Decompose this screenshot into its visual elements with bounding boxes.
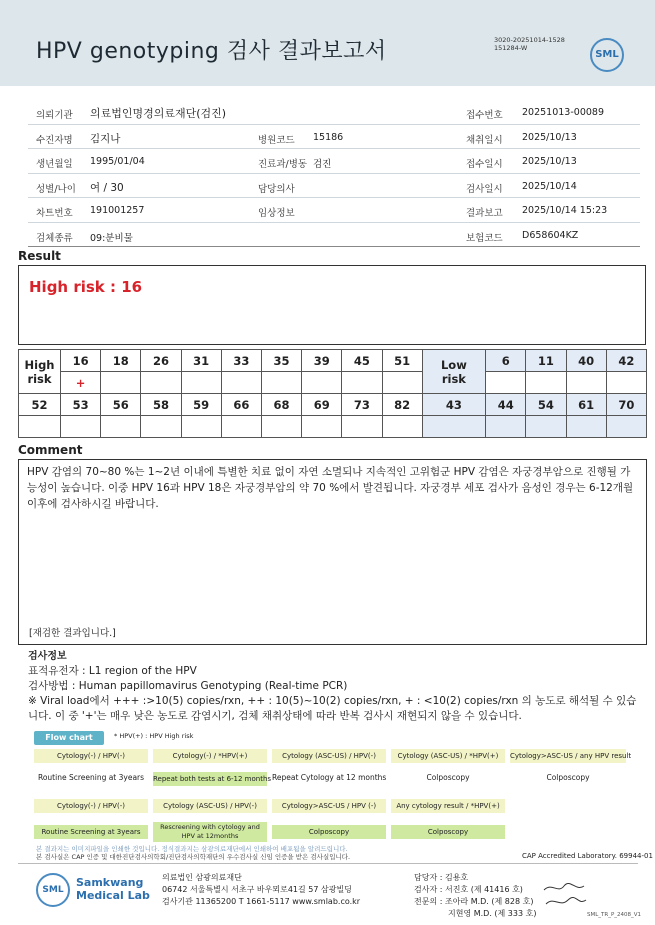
- result-cell: [221, 372, 261, 394]
- genotype-cell: 26: [141, 350, 181, 372]
- test-date: 2025/10/14: [522, 180, 577, 192]
- cap-accreditation: CAP Accredited Laboratory. 69944-01: [522, 852, 653, 860]
- genotype-cell: 43: [422, 394, 485, 416]
- flow-outcome: Rescreening with cytology and HPV at 12months: [153, 822, 267, 842]
- test-method: 검사방법 : Human papillomavirus Genotyping (Real-time PCR): [28, 680, 348, 692]
- genotype-cell: 35: [261, 350, 301, 372]
- flow-box: Cytology(-) / HPV(-): [34, 749, 148, 763]
- collection-date: 2025/10/13: [522, 131, 577, 143]
- flow-box: Any cytology result / *HPV(+): [391, 799, 505, 813]
- chart-number: 191001257: [90, 205, 145, 216]
- genotype-cell: 40: [566, 350, 606, 372]
- genotype-cell: 59: [181, 394, 221, 416]
- institution: 의료법인명경의료재단(검진): [90, 107, 227, 120]
- genotype-cell: 52: [19, 394, 61, 416]
- result-cell: [566, 416, 606, 438]
- result-cell: [382, 416, 422, 438]
- result-cell: [261, 372, 301, 394]
- test-info-title: 검사정보: [28, 651, 67, 662]
- info-row: 생년월일 1995/01/04 진료과/병동 검진 접수일시 2025/10/13: [28, 149, 640, 174]
- genotype-cell: 66: [221, 394, 261, 416]
- hospital-code: 15186: [313, 131, 344, 143]
- info-row: 검체종류 09:분비물 보험코드 D658604KZ: [28, 223, 640, 248]
- brand-name: Samkwang Medical Lab: [76, 876, 150, 902]
- flow-outcome: Repeat Cytology at 12 months: [272, 773, 387, 782]
- result-cell: [422, 416, 485, 438]
- flow-box: Cytology>ASC-US / any HPV result: [510, 749, 626, 763]
- flow-box: Cytology(-) / HPV(-): [34, 799, 148, 813]
- sml-footer-logo: SML: [36, 873, 70, 907]
- receipt-number: 20251013-00089: [522, 107, 605, 118]
- result-cell: [19, 416, 61, 438]
- footer-divider: [18, 863, 638, 864]
- receipt-date: 2025/10/13: [522, 156, 577, 167]
- genotype-cell: 11: [526, 350, 566, 372]
- result-heading: Result: [18, 249, 61, 263]
- result-cell: [101, 416, 141, 438]
- sex-age: 여 / 30: [90, 181, 124, 194]
- department: 검진: [313, 159, 332, 170]
- comment-heading: Comment: [18, 443, 83, 457]
- document-number: 3020-20251014-1528 151284-W: [494, 36, 565, 52]
- result-cell: [566, 372, 606, 394]
- flow-legend: * HPV(+) : HPV High risk: [114, 732, 194, 740]
- result-cell: [141, 416, 181, 438]
- info-row: 의뢰기관 의료법인명경의료재단(검진) 접수번호 20251013-00089: [28, 100, 640, 125]
- genotype-cell: 58: [141, 394, 181, 416]
- result-cell: [261, 416, 301, 438]
- result-cell: [61, 416, 101, 438]
- patient-info: [28, 100, 640, 247]
- flow-box: Cytology>ASC-US / HPV (-): [272, 799, 386, 813]
- flow-outcome: Repeat both tests at 6-12 months: [153, 772, 267, 786]
- flow-outcome: Routine Screening at 3years: [34, 825, 148, 839]
- genotype-cell: 53: [61, 394, 101, 416]
- comment-text: HPV 감염의 70~80 %는 1~2년 이내에 특별한 치료 없이 자연 소멸되나 지속적인 고위험군 HPV 감염은 자궁경부암으로 진행될 가능성이 높습니다. 이중 HPV 16과 HPV 18은 자궁경부암의 약 70 %에서 발견됩니다. 자궁경부 세포 검사가 음성인 경우는 6-12개월 이후에 검사하시길 바랍니다.: [27, 466, 634, 510]
- result-cell: [302, 416, 342, 438]
- genotype-cell: 54: [526, 394, 566, 416]
- info-row: 차트번호 191001257 임상정보 결과보고 2025/10/14 15:23: [28, 198, 640, 223]
- birth-date: 1995/01/04: [90, 156, 145, 167]
- high-risk-label: High risk: [19, 350, 61, 394]
- signatories: 담당자 : 김용호 검사자 : 서진호 (제 41416 호) 전문의 : 조아라 M.D. (제 828 호) 지현영 M.D. (제 333 호): [414, 873, 537, 918]
- flow-box: Cytology (ASC-US) / HPV(-): [272, 749, 386, 763]
- low-risk-label: Low risk: [422, 350, 485, 394]
- result-cell: [221, 416, 261, 438]
- result-cell: [606, 416, 646, 438]
- risk-result: High risk : 16: [29, 278, 143, 296]
- patient-name: 김지나: [90, 132, 121, 145]
- result-cell: [382, 372, 422, 394]
- result-cell: [526, 416, 566, 438]
- genotype-cell: 51: [382, 350, 422, 372]
- footnote: 본 결과지는 이미지파일을 인쇄한 것입니다. 정식결과지는 삼광의료재단에서 인쇄하여 배포됨을 알려드립니다. 본 검사실은 CAP 인증 및 대한진단검사의학회/진단검사의학재단의 우수검사실 신임 인증을 받은 검사실입니다.: [36, 845, 351, 861]
- genotype-cell: 6: [486, 350, 526, 372]
- flow-chart-tag: Flow chart: [34, 731, 104, 745]
- flow-chart: [28, 728, 640, 846]
- flow-box: Cytology(-) / *HPV(+): [153, 749, 267, 763]
- report-date: 2025/10/14 15:23: [522, 205, 608, 216]
- result-cell: [302, 372, 342, 394]
- recheck-note: [재검한 결과입니다.]: [29, 628, 116, 639]
- result-cell: [101, 372, 141, 394]
- genotype-cell: 18: [101, 350, 141, 372]
- flow-box: Cytology (ASC-US) / HPV(-): [153, 799, 267, 813]
- page-title: HPV genotyping 검사 결과보고서: [36, 39, 387, 64]
- flow-outcome: Colposcopy: [426, 773, 470, 782]
- result-cell: [342, 416, 382, 438]
- info-row: 성별/나이 여 / 30 담당의사 검사일시 2025/10/14: [28, 174, 640, 199]
- result-cell: [526, 372, 566, 394]
- info-row: 수진자명 김지나 병원코드 15186 채취일시 2025/10/13: [28, 125, 640, 150]
- result-cell: [486, 416, 526, 438]
- genotype-table: [18, 349, 647, 438]
- genotype-cell: 16: [61, 350, 101, 372]
- flow-outcome: Colposcopy: [546, 773, 590, 782]
- signature: [540, 880, 590, 912]
- comment-box: [18, 459, 647, 645]
- target-gene: 표적유전자 : L1 region of the HPV: [28, 665, 197, 677]
- flow-outcome: Routine Screening at 3years: [37, 773, 145, 782]
- form-version: SML_TR_P_2408_V1: [587, 912, 642, 918]
- specimen-type: 09:분비물: [90, 232, 133, 244]
- flow-outcome: Colposcopy: [272, 825, 386, 839]
- positive-mark: +: [61, 372, 101, 394]
- genotype-cell: 68: [261, 394, 301, 416]
- lab-address: 의료법인 삼광의료재단 06742 서울특별시 서초구 바우뫼로41길 57 삼광빌딩 검사기관 11365200 T 1661-5117 www.smlab.co.kr: [162, 873, 361, 906]
- sml-logo: SML: [590, 38, 624, 72]
- flow-box: Cytology (ASC-US) / *HPV(+): [391, 749, 505, 763]
- viral-load-note: ※ Viral load에서 +++ :>10(5) copies/rxn, ++ : 10(5)~10(2) copies/rxn, + : <10(2) copies/rxn 의 농도로 해석될 수 있습니다. 이 중 '+'는 매우 낮은 농도로 감염시기, 검체 채취상태에 따라 반복 검사시 재현되지 않을 수 있습니다.: [28, 695, 637, 722]
- insurance-code: D658604KZ: [522, 229, 579, 241]
- flow-outcome: Colposcopy: [391, 825, 505, 839]
- genotype-cell: 31: [181, 350, 221, 372]
- result-cell: [181, 372, 221, 394]
- result-box: [18, 265, 646, 345]
- result-cell: [141, 372, 181, 394]
- genotype-cell: 73: [342, 394, 382, 416]
- result-cell: [606, 372, 646, 394]
- genotype-cell: 42: [606, 350, 646, 372]
- result-cell: [486, 372, 526, 394]
- genotype-cell: 39: [302, 350, 342, 372]
- genotype-cell: 70: [606, 394, 646, 416]
- genotype-cell: 61: [566, 394, 606, 416]
- genotype-cell: 56: [101, 394, 141, 416]
- genotype-cell: 69: [302, 394, 342, 416]
- result-cell: [342, 372, 382, 394]
- genotype-cell: 82: [382, 394, 422, 416]
- result-cell: [181, 416, 221, 438]
- test-info: [28, 649, 643, 724]
- genotype-cell: 44: [486, 394, 526, 416]
- genotype-cell: 33: [221, 350, 261, 372]
- genotype-cell: 45: [342, 350, 382, 372]
